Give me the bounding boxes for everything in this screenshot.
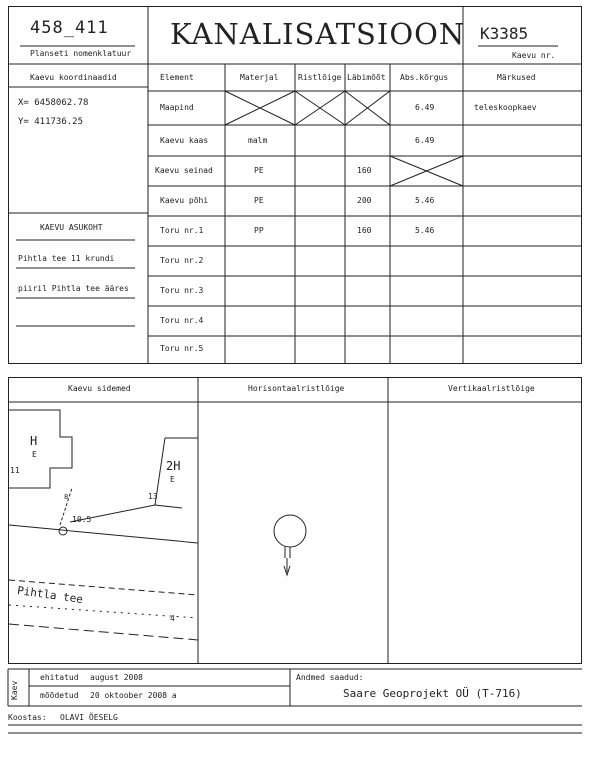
table-cell-abs: 5.46 <box>415 196 435 205</box>
data-source-label: Andmed saadud: <box>296 673 364 682</box>
compiled-label: Koostas: <box>8 713 47 722</box>
page-title: KANALISATSIOON <box>170 17 466 51</box>
table-cell-element: Toru nr.3 <box>160 286 204 295</box>
building-sublabel: E <box>170 475 175 484</box>
table-cell-material: PP <box>254 226 264 235</box>
table-cell-diameter: 160 <box>357 166 372 175</box>
column-header: Läbimõõt <box>347 73 386 82</box>
well-number-label: Kaevu nr. <box>512 51 556 60</box>
column-header: Element <box>160 73 194 82</box>
table-cell-element: Kaevu kaas <box>160 136 209 145</box>
table-cell-remarks: teleskoopkaev <box>474 103 537 112</box>
table-cell-element: Toru nr.4 <box>160 316 204 325</box>
street-name: Pihtla tee <box>16 584 84 607</box>
tie-value: 8 <box>64 493 69 501</box>
well-number: K3385 <box>480 24 529 43</box>
column-header: Märkused <box>497 73 536 82</box>
table-cell-element: Toru nr.5 <box>160 344 204 353</box>
table-cell-element: Maapind <box>160 103 194 112</box>
location-line: Pihtla tee 11 krundi <box>18 254 115 263</box>
table-cell-material: malm <box>248 136 268 145</box>
table-cell-abs: 6.49 <box>415 136 435 145</box>
tie-distance: 10.5 <box>72 515 92 524</box>
panel-title-ties: Kaevu sidemed <box>68 384 131 393</box>
data-source-value: Saare Geoprojekt OÜ (T-716) <box>343 687 522 700</box>
table-cell-element: Toru nr.2 <box>160 256 204 265</box>
coordinates-heading: Kaevu koordinaadid <box>30 73 117 82</box>
coordinate-x: X= 6458062.78 <box>18 98 89 108</box>
sheet-number: 458_411 <box>30 18 109 38</box>
location-heading: KAEVU ASUKOHT <box>40 223 103 232</box>
built-value: august 2008 <box>90 673 143 682</box>
building-dimension: 11 <box>10 466 20 475</box>
footer-side-label: Kaev <box>10 680 19 700</box>
table-cell-diameter: 160 <box>357 226 372 235</box>
table-cell-material: PE <box>254 196 264 205</box>
panel-title-horizontal: Horisontaalristlõige <box>248 384 345 393</box>
table-cell-diameter: 200 <box>357 196 372 205</box>
column-header: Ristlõige <box>298 73 342 82</box>
column-header: Abs.kõrgus <box>400 73 449 82</box>
table-cell-element: Kaevu põhi <box>160 196 209 205</box>
building-sublabel: E <box>32 450 37 459</box>
table-cell-abs: 6.49 <box>415 103 435 112</box>
building-label: 2H <box>166 459 181 473</box>
table-cell-material: PE <box>254 166 264 175</box>
coordinate-y: Y= 411736.25 <box>18 117 84 127</box>
table-cell-element: Toru nr.1 <box>160 226 204 235</box>
sheet-number-label: Planseti nomenklatuur <box>30 49 132 58</box>
panel-title-vertical: Vertikaalristlõige <box>448 384 535 393</box>
column-header: Materjal <box>240 73 279 82</box>
measured-label: mõõdetud <box>40 691 79 700</box>
street-number: 4 <box>170 614 175 623</box>
building-label: H <box>30 434 38 448</box>
location-line: piiril Pihtla tee ääres <box>18 284 129 293</box>
table-cell-element: Kaevu seinad <box>155 166 213 175</box>
compiled-value: OLAVI ÕESELG <box>60 713 118 722</box>
building-dimension: 13 <box>148 492 158 501</box>
measured-value: 20 oktoober 2008 a <box>90 691 177 700</box>
table-cell-abs: 5.46 <box>415 226 435 235</box>
built-label: ehitatud <box>40 673 79 682</box>
